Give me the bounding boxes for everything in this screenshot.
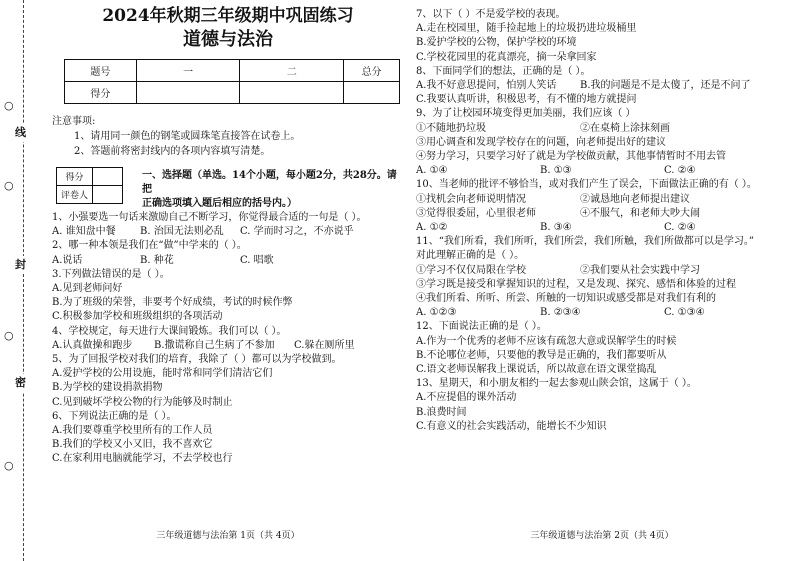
option: ③学习既是接受和掌握知识的过程，又是发现、探究、感悟和体验的过程: [416, 278, 736, 290]
question-options: [52, 254, 404, 268]
answer-choices: [416, 221, 788, 235]
question-stem: 11、“我们所看，我们所听，我们所尝，我们所触，我们所做都可以是学习。”: [416, 236, 754, 248]
option: A.说话: [52, 254, 83, 266]
question-stem: 4、学校规定，每天进行大课间锻炼。我们可以（ ）。: [52, 325, 287, 337]
option: A.不应提倡的课外活动: [416, 392, 517, 404]
section-grader-label: 评卷人: [57, 186, 93, 204]
score-row-label: 得分: [65, 82, 137, 104]
option: ②在桌椅上涂抹刻画: [580, 122, 670, 134]
answer-choices: [416, 164, 788, 178]
margin-label-secret: 密: [15, 374, 26, 392]
margin-circle-mark: ○: [4, 99, 14, 112]
section-instructions-line: 一、选择题（单选。14个小题，每小题2分，共28分。请把: [142, 170, 397, 195]
score-table: [64, 59, 400, 104]
option: ③觉得很委屈，心里很老师: [416, 207, 536, 219]
question-options: [416, 79, 788, 93]
score-empty-cell: [136, 82, 240, 104]
choice: C. ②④: [664, 222, 696, 234]
question-list-left: [52, 211, 404, 467]
question-stem-continued: 对此理解正确的是（ ）。: [416, 250, 525, 262]
exam-title: 2024年秋期三年级期中巩固练习: [102, 6, 354, 26]
option: B.浪费时间: [416, 406, 467, 418]
notice-item: 2、答题前将密封线内的各项内容填写清楚。: [74, 146, 271, 157]
option: C.积极参加学校和班级组织的各项活动: [52, 311, 223, 323]
choice: A. ①②: [416, 222, 448, 234]
page-footer-left: 三年级道德与法治第 1页（共 4页）: [156, 531, 300, 541]
option: C.躲在厕所里: [294, 339, 355, 351]
question-list-right: [416, 8, 788, 434]
binding-margin: [0, 0, 44, 561]
page-left: [52, 0, 404, 561]
option: A.爱护学校的公用设施，能时常和同学们清洁它们: [52, 368, 273, 380]
option: ①不随地扔垃圾: [416, 122, 486, 134]
option: B. 治国无法则必乱: [140, 226, 224, 238]
score-header-cell: 二: [240, 60, 344, 82]
margin-circle-mark: ○: [4, 459, 14, 472]
question-options: [416, 207, 788, 221]
score-header-cell: 总分: [344, 60, 400, 82]
option: C.我要认真听讲，积极思考，有不懂的地方就提问: [416, 94, 637, 106]
option: B.为学校的建设捐款捐物: [52, 382, 163, 394]
option: A. 谁知盘中餐: [52, 226, 116, 238]
question-stem: 1、小强要选一句话来激励自己不断学习，你觉得最合适的一句是（ ）。: [52, 212, 367, 223]
option: C.语文老师误解我上课说话，所以故意在语文课堂捣乱: [416, 364, 657, 376]
option: A.走在校园里，随手捡起地上的垃圾扔进垃圾桶里: [416, 23, 637, 35]
section-instructions-line: 正确选项填入题后相应的括号内。）: [142, 198, 297, 209]
score-header-cell: 一: [136, 60, 240, 82]
page-footer-right: 三年级道德与法治第 2页（共 4页）: [530, 531, 674, 541]
option: ④努力学习，只要学习好了就是为学校做贡献，其他事情暂时不用去管: [416, 151, 726, 163]
option: ①找机会向老师说明情况: [416, 193, 526, 205]
question-stem: 9、为了让校园环境变得更加美丽，我们应该（ ）: [416, 108, 636, 120]
question-stem: 10、当老师的批评不够恰当，或对我们产生了误会，下面做法正确的有（ ）。: [416, 179, 757, 191]
section-header: [52, 167, 404, 211]
option: A.作为一个优秀的老师不应该有疏忽大意或误解学生的时候: [416, 335, 677, 347]
margin-label-line: 线: [15, 124, 26, 142]
section-instructions: [142, 169, 404, 211]
question-stem: 7、以下（ ）不是爱学校的表现。: [416, 9, 566, 20]
notice-title: 注意事项:: [52, 116, 96, 127]
exam-subject: 道德与法治: [183, 29, 273, 50]
option: C.学校花园里的花真漂亮，摘一朵拿回家: [416, 51, 597, 63]
question-options: [416, 264, 788, 278]
choice: B. ③④: [540, 222, 572, 234]
option: A.我们要尊重学校里所有的工作人员: [52, 425, 213, 437]
option: B.我的问题是不是太傻了，还是不问了: [580, 80, 751, 92]
question-stem: 13、星期天，和小朋友相约一起去参观山陕会馆，这属于（ ）。: [416, 378, 697, 390]
answer-choices: [416, 306, 788, 320]
notice-item: 1、请用同一颜色的钢笔或圆珠笔直接答在试卷上。: [74, 131, 301, 142]
choice: C. ②④: [664, 165, 696, 177]
question-stem: 8、下面同学们的想法，正确的是（ ）。: [416, 65, 591, 77]
choice: A. ①②③: [416, 307, 457, 319]
option: A.认真做操和跑步: [52, 339, 133, 351]
option: ④我们所看、所听、所尝、所触的一切知识或感受都是对我们有利的: [416, 293, 716, 305]
option: ③用心调查和发现学校存在的问题，向老师提出好的建议: [416, 136, 666, 148]
score-header-cell: 题号: [65, 60, 137, 82]
option: C. 唱歌: [240, 254, 274, 266]
question-stem: 2、哪一种本领是我们在“做”中学来的（ ）。: [52, 240, 247, 252]
notice-block: [52, 114, 404, 159]
question-options: [416, 122, 788, 136]
question-options: [416, 193, 788, 207]
question-stem: 3.下列做法错误的是（ ）。: [52, 268, 170, 280]
option: ②我们要从社会实践中学习: [580, 264, 700, 276]
question-stem: 12、下面说法正确的是（ ）。: [416, 321, 547, 333]
section-score-label: 得分: [57, 168, 93, 186]
option: B.为了班级的荣誉，非要考个好成绩，考试的时候作弊: [52, 297, 293, 309]
question-stem: 5、为了回报学校对我们的培育，我除了（ ）都可以为学校做到。: [52, 354, 342, 366]
option: B.撒谎称自己生病了不参加: [154, 339, 275, 351]
seal-line: [23, 0, 24, 561]
choice: C. ①③④: [664, 307, 705, 319]
question-stem: 6、下列说法正确的是（ ）。: [52, 410, 177, 422]
section-score-box: [56, 167, 123, 204]
question-options: [52, 225, 404, 239]
score-empty-cell: [344, 82, 400, 104]
choice: A. ①④: [416, 165, 448, 177]
margin-circle-mark: ○: [4, 329, 14, 342]
option: B.爱护学校的公物，保护学校的环境: [416, 37, 577, 49]
section-score-blank: [93, 168, 123, 186]
question-options: [52, 339, 404, 353]
score-empty-cell: [240, 82, 344, 104]
page-right: [416, 0, 788, 561]
option: A.我不好意思提问，怕别人笑话: [416, 80, 557, 92]
option: C.见到破坏学校公物的行为能够及时制止: [52, 396, 233, 408]
margin-label-seal: 封: [15, 256, 26, 274]
section-grader-blank: [93, 186, 123, 204]
option: ②诚恳地向老师提出建议: [580, 193, 690, 205]
option: B.我们的学校又小又旧，我不喜欢它: [52, 439, 213, 451]
choice: B. ②③④: [540, 307, 581, 319]
option: C. 学而时习之，不亦说乎: [240, 226, 354, 238]
option: B. 种花: [140, 254, 174, 266]
option: C.在家利用电脑就能学习，不去学校也行: [52, 453, 233, 465]
option: B.不论哪位老师，只要他的教导是正确的，我们都要听从: [416, 349, 667, 361]
margin-circle-mark: ○: [4, 179, 14, 192]
choice: B. ①③: [540, 165, 572, 177]
option: C.有意义的社会实践活动，能增长不少知识: [416, 420, 607, 432]
option: A.见到老师问好: [52, 283, 123, 295]
option: ①学习不仅仅局限在学校: [416, 264, 526, 276]
option: ④不服气，和老师大吵大闹: [580, 207, 700, 219]
